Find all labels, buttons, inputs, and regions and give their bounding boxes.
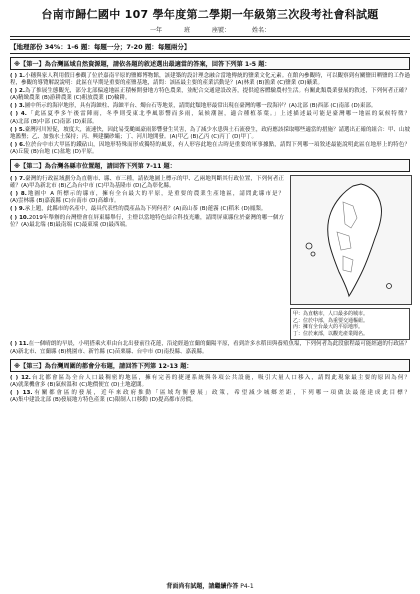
taiwan-map (290, 175, 412, 305)
taiwan-map-panel (290, 175, 410, 340)
seat-label: 座號： (212, 27, 231, 34)
question-7: ( ) 7.臺灣的行政區域劃分為直轄市、縣、市三種，請依地圖上標示的甲、乙兩地判斷其行政位置，下列何者正確？(A)甲為新北市 (B)乙為台中市 (C)甲為基隆市 (D)乙為彰化縣。 (10, 176, 284, 190)
class-label: 班 (183, 27, 190, 34)
question-13: ( ) 13.有關都會區的發展，近年來政府推動「區域均衡發展」政策，希望減少城鄉差距，下列哪一項做法最能達成此目標？(A)集中建設北部 (B)發展地方特色產業 (C)限制人口移動 (D)提高都市房價。 (10, 389, 410, 403)
section-header-3: ※【第三】為台灣周圍的都會分布題，請回答下列第 12-13 題： (10, 359, 410, 372)
section-header-1: ※【第一】為合灣區域自然資源題，請依各題的敘述選出最適當的答案，回答下列第 1-5 題： (10, 57, 410, 70)
student-info-line (10, 25, 410, 34)
section-2-layout (10, 175, 410, 340)
question-5: ( ) 5.臺灣河川短促，坡度大，流速快，因此易受颱風豪雨影響發生災害，為了減少水患與土石流發生，政府應該採取哪些適當的措施？請選出正確的組合：甲、山坡地濫墾；乙、加強水土保持；丙、興建攔砂壩；丁、河川地開發。(A)甲乙 (B)乙丙 (C)丙丁 (D)甲丁。 (10, 126, 410, 140)
grade-label: 一年 (149, 27, 162, 34)
legend-line: 丙：擁有全台最大的平原地形。 (293, 324, 364, 331)
exam-scope: 【地理部份 34%：1-6 題：每題一分；7-20 題：每題兩分】 (10, 43, 191, 51)
taiwan-outline-icon (291, 176, 411, 304)
legend-line: 乙：位於中部，為重要交通樞紐。 (293, 317, 369, 324)
name-label: 姓名： (252, 27, 271, 34)
legend-line: 甲：為直轄市，人口最多的城市。 (293, 311, 369, 318)
section-2-questions (10, 175, 284, 340)
scope-divider (10, 53, 410, 54)
page-number: P4-1 (240, 583, 254, 590)
legend-line: 丁：位於東部，以觀光產業聞名。 (293, 330, 369, 337)
question-8: ( ) 8.地圖中 A 所標示的縣市，擁有全台最大的平原，是重要的農業生產地區，請問此縣市是？(A)雲林縣 (B)嘉義縣 (C)台南市 (D)高雄市。 (10, 191, 284, 205)
page-title: 台南市歸仁國中 107 學年度第二學期一年級第三次段考社會科試題 (41, 8, 379, 21)
question-9: ( ) 9.承上題，此縣市的名產中，最具代表性的農產品為下列何者？(A)高山茶 (B)蓮霧 (C)稻米 (D)鳳梨。 (10, 206, 267, 213)
map-legend (290, 308, 410, 340)
question-3: ( ) 3.圖中所示的海岸地形，具有海蝕柱、海蝕平台、燭台石等地景，請問此類地形最常出現在臺灣的哪一段海岸？(A)北部 (B)西部 (C)南部 (D)東部。 (10, 103, 377, 110)
question-1: ( ) 1.小穗與家人利用假日參觀了位於嘉南平原的鹽鄉博物館，該建築的設計理念融合當地傳統的鹽業文化元素。在館內參觀時，可以觀察到有關鹽田晒鹽的工作過程，參觀的導覽解說說明：此區在早期是重要的產鹽基地，請問：該區最主要的產業活動是？(A)林業 (B)漁業 (C)鹽業 (D)礦業。 (10, 73, 410, 87)
question-12: ( ) 12.台北都會區為全台人口最稠密的地區，擁有完善的捷運系統與各項公共設施，吸引大量人口移入，請問此現象最主要的原因為何？(A)就業機會多 (B)氣候溫和 (C)地價便宜 (D)土地遼闊。 (10, 374, 410, 388)
question-2: ( ) 2.為了推展生態觀光，部分北部偏遠地區正積極開發地方特色農業，並配合交通建設改善，提供遊客體驗農村生活。有關此類農業發展的敘述，下列何者正確？(A)精緻農業 (B)游耕農業 (C)粗放農業 (D)輪耕。 (10, 88, 410, 102)
page-footer (0, 581, 420, 590)
question-4: ( ) 4.「此區夏季多午後雷陣雨，冬季則受東北季風影響而多雨，氣候潮濕，適合種植茶葉。」上述描述最可能是臺灣哪一地區的氣候特徵？(A)北部 (B)中部 (C)南部 (D)東部。 (10, 111, 410, 125)
footer-note: 背面尚有試題，請繼續作答 (166, 583, 239, 590)
question-11: ( ) 11.在一個晴朗的早晨，小明搭乘火車由台北出發前往花蓮，沿途經過宜蘭的蘭陽平原，看到許多水稻田與養殖魚塭，下列何者為此段旅程最可能經過的行政區？(A)新北市、宜蘭縣 (B)桃園市、新竹縣 (C)苗栗縣、台中市 (D)南投縣、嘉義縣。 (10, 341, 410, 355)
question-6: ( ) 6.位於台中市大甲區的鐵砧山，因地形特殊而形成獨特的風景，有人形容此地在古時是重要的軍事據點，請問下列哪一項敘述最能說明此區在地形上的特色？(A)丘陵 (B)台地 (C)盆地 (D)平原。 (10, 141, 410, 155)
section-header-2: ※【第二】為合灣各縣市位置題，請回答下列第 7-11 題： (10, 159, 410, 172)
question-10: ( ) 10.2019年舉辦的台灣燈會在屏東縣舉行，主燈以當地特色結合科技光雕，請問屏東縣位於臺灣的哪一個方位？(A)最北端 (B)最南端 (C)最東端 (D)最西端。 (10, 214, 284, 228)
header-divider (10, 36, 410, 40)
